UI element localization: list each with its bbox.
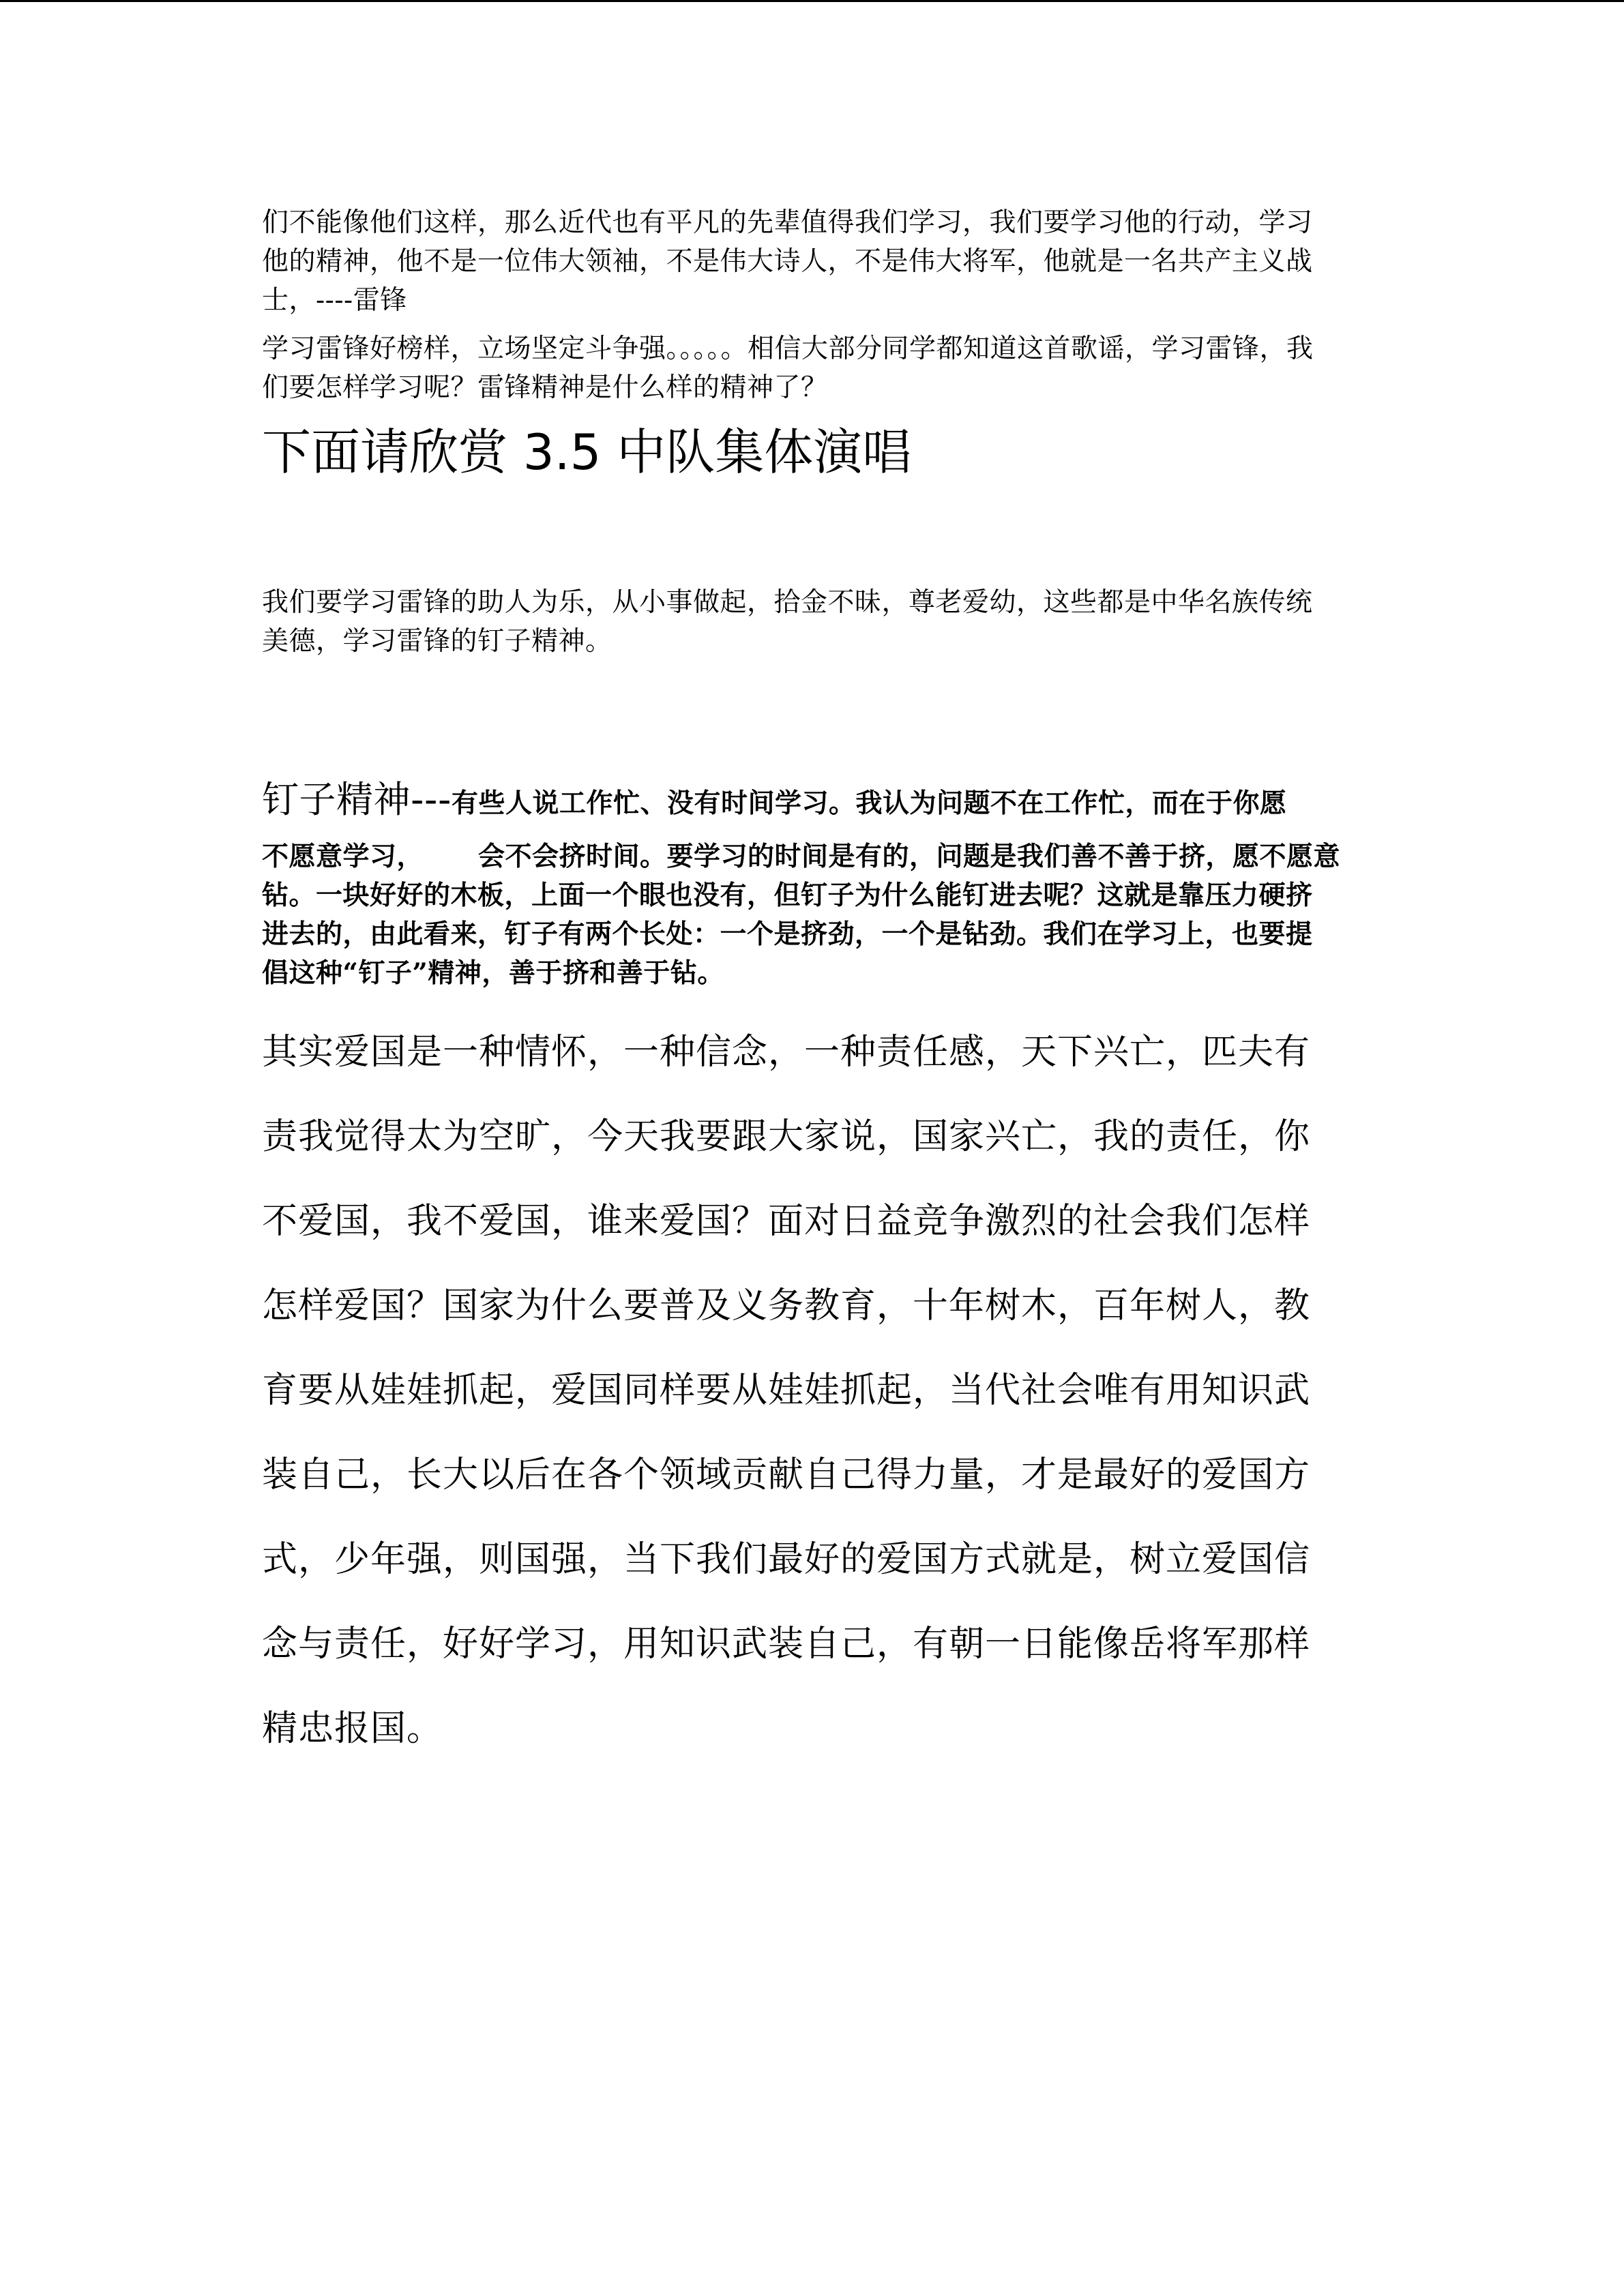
paragraph-patriotism: [262, 1010, 1378, 1771]
text-line: 钻。一块好好的木板，上面一个眼也没有，但钉子为什么能钉进去呢？这就是靠压力硬挤: [262, 880, 1313, 911]
nail-spirit-first-line: 有些人说工作忙、没有时间学习。我认为问题不在工作忙，而在于你愿: [451, 788, 1287, 819]
text-line: 育要从娃娃抓起，爱国同样要从娃娃抓起，当代社会唯有用知识武: [262, 1370, 1311, 1411]
text-line: 进去的，由此看来，钉子有两个长处：一个是挤劲，一个是钻劲。我们在学习上，也要提: [262, 919, 1313, 950]
text-line: 不愿意学习， 会不会挤时间。要学习的时间是有的，问题是我们善不善于挤，愿不愿意: [262, 841, 1341, 872]
text-line: 学习雷锋好榜样，立场坚定斗争强。。。。。相信大部分同学都知道这首歌谣，学习雷锋，我: [262, 333, 1314, 364]
text-line: 念与责任，好好学习，用知识武装自己，有朝一日能像岳将军那样: [262, 1624, 1311, 1665]
text-line: 他的精神，他不是一位伟大领袖，不是伟大诗人，不是伟大将军，他就是一名共产主义战: [262, 246, 1313, 277]
text-line: 怎样爱国？国家为什么要普及义务教育，十年树木，百年树人，教: [262, 1285, 1311, 1326]
section-heading: 下面请欣赏 3.5 中队集体演唱: [262, 423, 912, 481]
text-line: 其实爱国是一种情怀，一种信念，一种责任感，天下兴亡，匹夫有: [262, 1032, 1311, 1073]
paragraph-intro: [262, 203, 1378, 320]
text-line: 美德，学习雷锋的钉子精神。: [262, 626, 612, 657]
text-line: 责我觉得太为空旷，今天我要跟大家说，国家兴亡，我的责任，你: [262, 1116, 1311, 1157]
text-line: 精忠报国。: [262, 1708, 443, 1749]
text-line: 我们要学习雷锋的助人为乐，从小事做起，拾金不昧，尊老爱幼，这些都是中华名族传统: [262, 587, 1313, 618]
nail-spirit-lead: 钉子精神---: [262, 778, 452, 821]
text-line: 不爱国，我不爱国，谁来爱国？面对日益竞争激烈的社会我们怎样: [262, 1201, 1311, 1242]
paragraph-learn: [262, 583, 1378, 661]
text-line: 式，少年强，则国强，当下我们最好的爱国方式就是，树立爱国信: [262, 1539, 1311, 1580]
text-line: 装自己，长大以后在各个领域贡献自己得力量，才是最好的爱国方: [262, 1455, 1311, 1495]
text-line: 们不能像他们这样，那么近代也有平凡的先辈值得我们学习，我们要学习他的行动，学习: [262, 207, 1313, 238]
text-line: [262, 773, 1378, 831]
paragraph-nail-spirit: [262, 773, 1378, 993]
text-line: 士，----雷锋: [262, 285, 407, 316]
text-line: 们要怎样学习呢？雷锋精神是什么样的精神了？: [262, 372, 828, 403]
paragraph-song: [262, 329, 1378, 407]
text-line: 倡这种“钉子”精神，善于挤和善于钻。: [262, 957, 724, 989]
